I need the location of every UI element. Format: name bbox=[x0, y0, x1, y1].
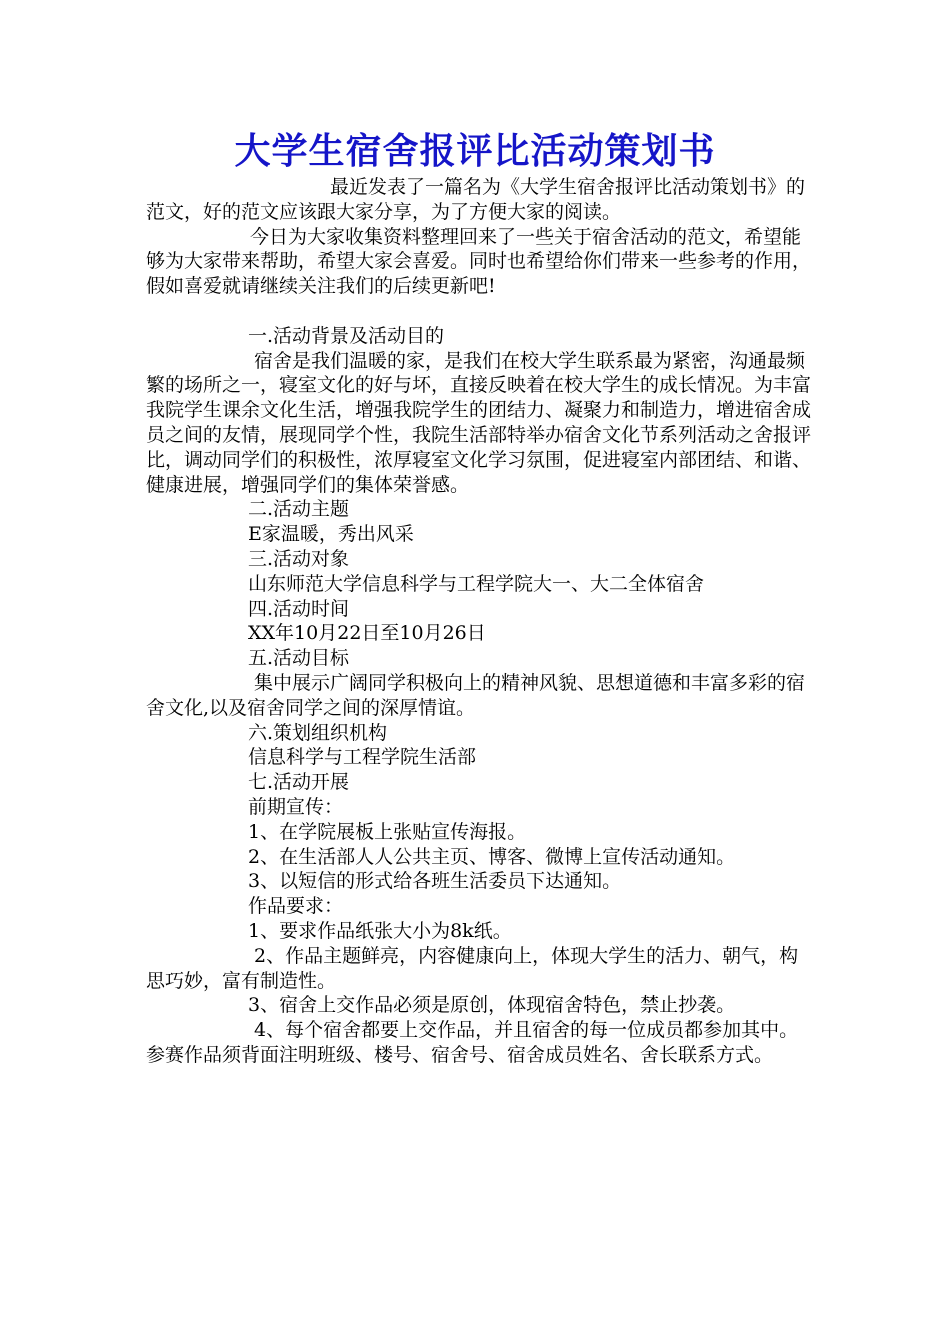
publicity-item-1: 1、在学院展板上张贴宣传海报。 bbox=[248, 820, 527, 843]
target-text: 山东师范大学信息科学与工程学院大一、大二全体宿舍 bbox=[248, 572, 705, 595]
organizer-text: 信息科学与工程学院生活部 bbox=[248, 746, 477, 769]
intro-paragraph-1: 最近发表了一篇名为《大学生宿舍报评比活动策划书》的范文，好的范文应该跟大家分享，为了方便大家的阅读。 bbox=[146, 176, 806, 223]
document-body bbox=[146, 175, 814, 1068]
section-heading-activity: 七.活动开展 bbox=[248, 771, 350, 794]
requirement-item-1: 1、要求作品纸张大小为8k纸。 bbox=[248, 919, 512, 942]
section-heading-background: 一.活动背景及活动目的 bbox=[248, 324, 445, 347]
section-heading-theme: 二.活动主题 bbox=[248, 498, 350, 521]
subheading-requirements: 作品要求： bbox=[248, 895, 344, 918]
blank-line bbox=[146, 299, 814, 324]
publicity-item-2: 2、在生活部人人公共主页、博客、微博上宣传活动通知。 bbox=[248, 845, 736, 868]
background-paragraph: 宿舍是我们温暖的家，是我们在校大学生联系最为紧密，沟通最频繁的场所之一，寝室文化的好与坏，直接反映着在校大学生的成长情况。为丰富我院学生课余文化生活，增强我院学生的团结力、凝聚力和制造力，增进宿舍成员之间的友情，展现同学个性，我院生活部特举办宿舍文化节系列活动之舍报评比，调动同学们的积极性，浓厚寝室文化学习氛围，促进寝室内部团结、和谐、健康进展，增强同学们的集体荣誉感。 bbox=[146, 349, 812, 496]
requirement-item-3: 3、宿舍上交作品必须是原创，体现宿舍特色，禁止抄袭。 bbox=[248, 994, 736, 1017]
intro-paragraph-2: 今日为大家收集资料整理回来了一些关于宿舍活动的范文，希望能够为大家带来帮助，希望大家会喜爱。同时也希望给你们带来一些参考的作用，假如喜爱就请继续关注我们的后续更新吧! bbox=[146, 225, 812, 298]
goal-paragraph: 集中展示广阔同学积极向上的精神风貌、思想道德和丰富多彩的宿舍文化,以及宿舍同学之间的深厚情谊。 bbox=[146, 671, 806, 719]
section-heading-target: 三.活动对象 bbox=[248, 547, 350, 570]
requirement-item-2: 2、作品主题鲜亮，内容健康向上，体现大学生的活力、朝气，构思巧妙，富有制造性。 bbox=[146, 944, 799, 992]
section-heading-organizer: 六.策划组织机构 bbox=[248, 721, 388, 744]
theme-text: E家温暖，秀出风采 bbox=[248, 523, 414, 546]
time-text: XX年10月22日至10月26日 bbox=[248, 622, 486, 645]
requirement-item-4: 4、每个宿舍都要上交作品，并且宿舍的每一位成员都参加其中。参赛作品须背面注明班级、楼号、宿舍号、宿舍成员姓名、舍长联系方式。 bbox=[146, 1019, 799, 1066]
subheading-publicity: 前期宣传： bbox=[248, 795, 344, 818]
document-title: 大学生宿舍报评比活动策划书 bbox=[234, 130, 716, 172]
publicity-item-3: 3、以短信的形式给各班生活委员下达通知。 bbox=[248, 870, 622, 893]
section-heading-goal: 五.活动目标 bbox=[248, 647, 350, 670]
section-heading-time: 四.活动时间 bbox=[248, 597, 350, 620]
